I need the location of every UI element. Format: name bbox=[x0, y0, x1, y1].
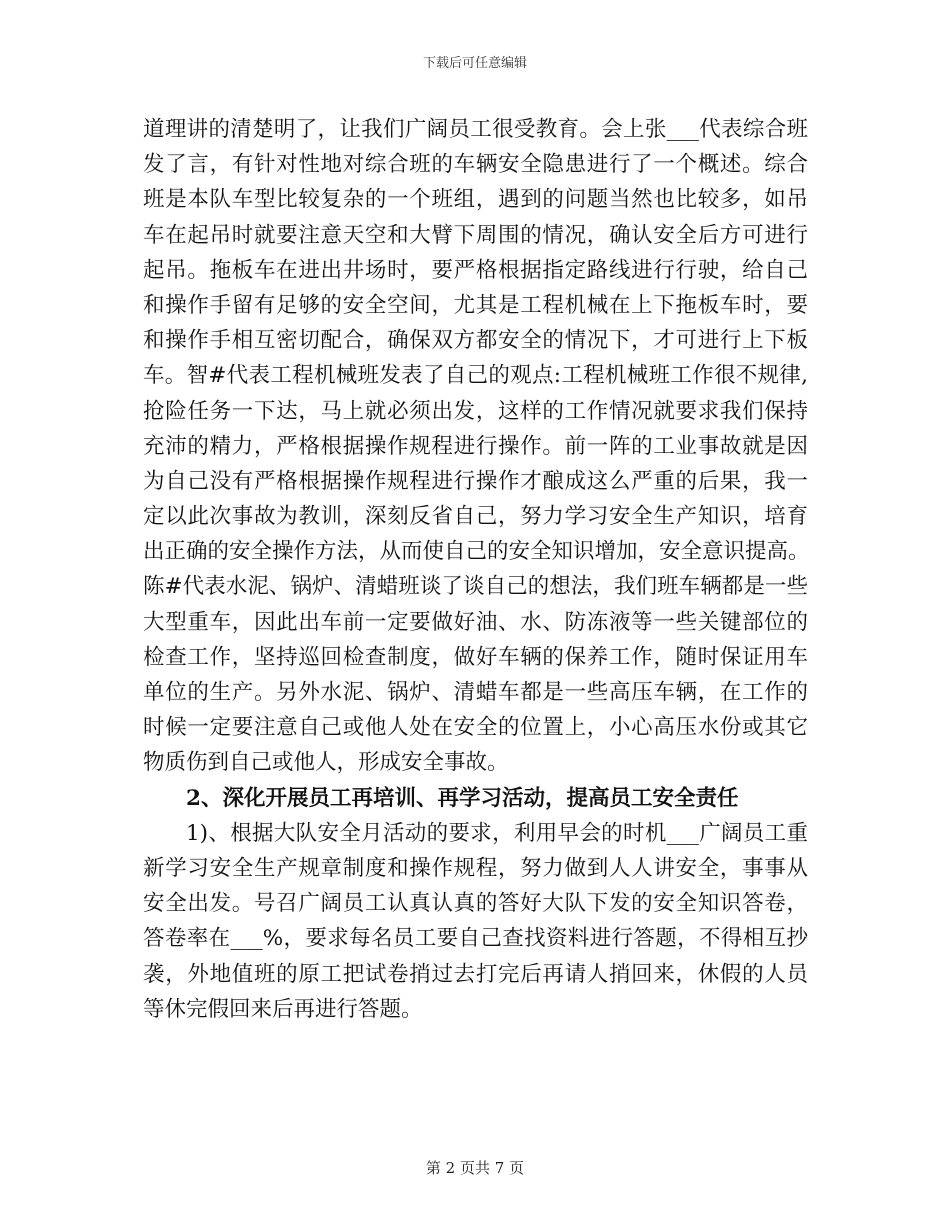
page-footer: 第 2 页共 7 页 bbox=[425, 1159, 525, 1177]
body-line: 班是本队车型比较复杂的一个班组，遇到的问题当然也比较多，如吊 bbox=[143, 187, 808, 213]
body-line: 检查工作，坚持巡回检查制度，做好车辆的保养工作，随时保证用车 bbox=[143, 644, 808, 670]
body-line: 1)、根据大队安全月活动的要求，利用早会的时机___广阔员工重 bbox=[186, 820, 808, 846]
body-line: 为自己没有严格根据操作规程进行操作才酿成这么严重的后果，我一 bbox=[143, 468, 808, 494]
section-heading: 2、深化开展员工再培训、再学习活动，提高员工安全责任 bbox=[186, 785, 739, 811]
body-line: 物质伤到自己或他人，形成安全事故。 bbox=[143, 750, 509, 776]
body-line: 安全出发。号召广阔员工认真认真的答好大队下发的安全知识答卷， bbox=[143, 891, 808, 917]
body-line: 陈#代表水泥、锅炉、清蜡班谈了谈自己的想法，我们班车辆都是一些 bbox=[143, 574, 808, 600]
body-line: 和操作手相互密切配合，确保双方都安全的情况下，才可进行上下板 bbox=[143, 328, 808, 354]
body-line: 袭，外地值班的原工把试卷捎过去打完后再请人捎回来，休假的人员 bbox=[143, 961, 808, 987]
body-line: 新学习安全生产规章制度和操作规程，努力做到人人讲安全，事事从 bbox=[143, 855, 808, 881]
body-line: 发了言，有针对性地对综合班的车辆安全隐患进行了一个概述。综合 bbox=[143, 152, 808, 178]
body-line: 定以此次事故为教训，深刻反省自己，努力学习安全生产知识，培育 bbox=[143, 504, 808, 530]
document-body bbox=[143, 112, 808, 1027]
body-line: 出正确的安全操作方法，从而使自己的安全知识增加，安全意识提高。 bbox=[143, 539, 810, 565]
body-line: 充沛的精力，严格根据操作规程进行操作。前一阵的工业事故就是因 bbox=[143, 433, 808, 459]
body-line: 答卷率在___%，要求每名员工要自己查找资料进行答题，不得相互抄 bbox=[143, 926, 808, 952]
body-line: 起吊。拖板车在进出井场时，要严格根据指定路线进行行驶，给自己 bbox=[143, 257, 808, 283]
body-line: 车。智#代表工程机械班发表了自己的观点:工程机械班工作很不规律, bbox=[143, 363, 808, 389]
body-line: 和操作手留有足够的安全空间，尤其是工程机械在上下拖板车时，要 bbox=[143, 292, 808, 318]
body-line: 道理讲的清楚明了，让我们广阔员工很受教育。会上张___代表综合班 bbox=[143, 117, 808, 142]
body-line: 时候一定要注意自己或他人处在安全的位置上，小心高压水份或其它 bbox=[143, 715, 808, 741]
page-header: 下载后可任意编辑 bbox=[422, 56, 527, 71]
body-line: 抢险任务一下达，马上就必须出发，这样的工作情况就要求我们保持 bbox=[143, 398, 808, 424]
body-line: 等休完假回来后再进行答题。 bbox=[143, 996, 423, 1022]
body-line: 单位的生产。另外水泥、锅炉、清蜡车都是一些高压车辆，在工作的 bbox=[143, 680, 808, 705]
body-line: 大型重车，因此出车前一定要做好油、水、防冻液等一些关键部位的 bbox=[143, 609, 808, 635]
body-line: 车在起吊时就要注意天空和大臂下周围的情况，确认安全后方可进行 bbox=[143, 222, 808, 248]
